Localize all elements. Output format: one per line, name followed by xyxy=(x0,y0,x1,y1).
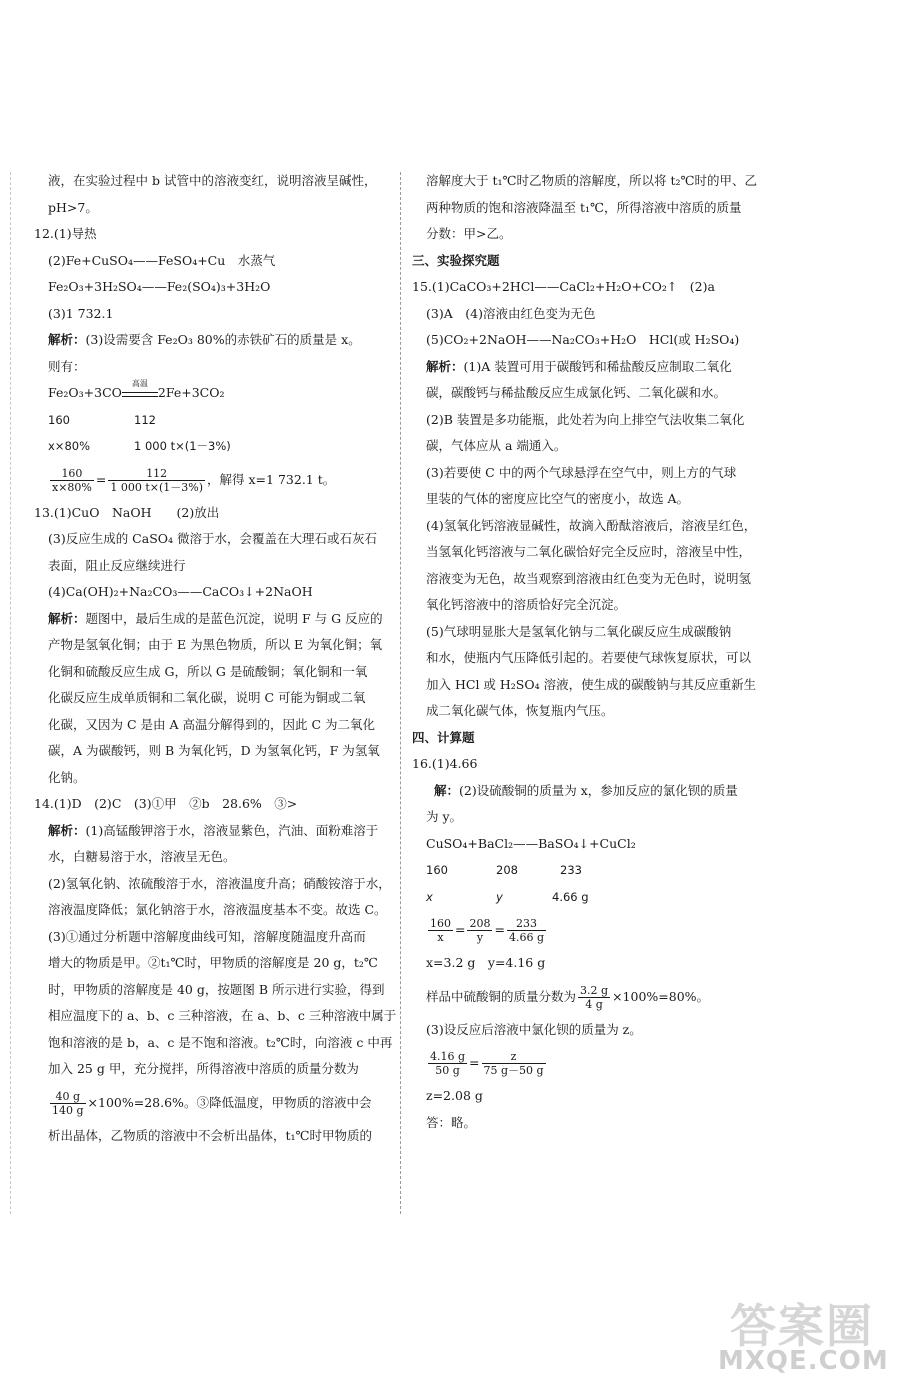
text-line: (4)氢氧化钙溶液显碱性，故滴入酚酞溶液后，溶液呈红色， xyxy=(426,517,757,533)
text-line: 当氢氧化钙溶液与二氧化碳恰好完全反应时，溶液呈中性， xyxy=(426,544,752,559)
text-line: 产物是氢氧化铜；由于 E 为黑色物质，所以 E 为氧化铜；氧 xyxy=(48,637,383,652)
text-line: 则有： xyxy=(48,358,86,374)
solution-label: 解： xyxy=(434,782,460,798)
text-line: 里装的气体的密度应比空气的密度小，故选 A。 xyxy=(426,491,690,506)
answer-16-3: (3)设反应后溶液中氯化钡的质量为 z。 xyxy=(426,1021,642,1037)
answer-12-equation: Fe₂O₃+3H₂SO₄——Fe₂(SO₄)₃+3H₂O xyxy=(48,279,271,294)
solution-16: 解：(2)设硫酸铜的质量为 x，参加反应的氯化钡的质量 xyxy=(434,782,738,798)
text-line: (2)B 装置是多功能瓶，此处若为向上排空气法收集二氧化 xyxy=(426,411,745,427)
text-line: 相应温度下的 a、b、c 三种溶液，在 a、b、c 三种溶液中属于 xyxy=(48,1008,397,1023)
text-line: (3)若要使 C 中的两个气球悬浮在空气中，则上方的气球 xyxy=(426,464,737,480)
variable-row: x y 4.66 g xyxy=(426,889,589,904)
answer-16-1: 16.(1)4.66 xyxy=(412,756,478,771)
fraction: $\frac{z}{75 g-50 g}$ xyxy=(483,1050,544,1077)
variable-row: x×80% 1 000 t×(1－3%) xyxy=(48,439,231,453)
fraction: $\frac{4.16 g}{50 g}$ xyxy=(430,1050,466,1077)
result-line: x=3.2 g y=4.16 g xyxy=(426,955,546,970)
text-line: 为 y。 xyxy=(426,809,463,824)
text-line: 时，甲物质的溶解度是 40 g，按题图 B 所示进行实验，得到 xyxy=(48,981,385,997)
watermark-logo-text: 答案圈 xyxy=(730,1299,874,1353)
watermark-domain: MXQE.COM xyxy=(718,1346,889,1376)
text-line: pH>7。 xyxy=(48,199,98,215)
left-column xyxy=(34,168,397,1149)
site-watermark xyxy=(718,1284,889,1384)
text-line: 饱和溶液的是 b，a、c 是不饱和溶液。t₂℃时，向溶液 c 中再 xyxy=(48,1034,393,1050)
analysis-15: 解析：(1)A 装置可用于碳酸钙和稀盐酸反应制取二氧化 xyxy=(426,358,732,374)
analysis-label: 解析： xyxy=(426,358,464,374)
answer-15-1: 15.(1)CaCO₃+2HCl——CaCl₂+H₂O+CO₂↑ (2)a xyxy=(412,279,715,294)
analysis-13: 解析：题图中，最后生成的是蓝色沉淀，说明 F 与 G 反应的 xyxy=(48,610,383,626)
text-line: 溶液变为无色，故当观察到溶液由红色变为无色时，说明氢 xyxy=(426,570,752,586)
text-line: 化钠。 xyxy=(48,769,86,785)
text-line: 液，在实验过程中 b 试管中的溶液变红，说明溶液呈碱性， xyxy=(48,173,377,188)
answer-12-1: 12.(1)导热 xyxy=(34,226,97,241)
mass-fraction-line: 样品中硫酸铜的质量分数为 $\frac{3.2 g}{4 g}$ ×100%=80%。 xyxy=(426,983,710,1011)
text-line: (5)气球明显胀大是氢氧化钠与二氧化碳反应生成碳酸钠 xyxy=(426,623,732,639)
analysis-label: 解析： xyxy=(48,332,86,347)
text-line: 化碳，又因为 C 是由 A 高温分解得到的，因此 C 为二氧化 xyxy=(48,716,375,732)
fraction: $\frac{160}{x\times 80\%}$ xyxy=(52,466,92,494)
proportion-equation: $\frac{4.16 g}{50 g}$ = $\frac{z}{75 g-50 g}$ xyxy=(430,1050,544,1077)
text-line: 增大的物质是甲。②t₁℃时，甲物质的溶解度是 20 g，t₂℃ xyxy=(48,955,378,970)
text-line: 两种物质的饱和溶液降温至 t₁℃，所得溶液中溶质的质量 xyxy=(426,199,742,215)
molar-mass-row: 160 208 233 xyxy=(426,863,582,877)
high-temp-arrow: 高温 xyxy=(122,387,158,401)
fraction: $\frac{233}{4.66 g}$ xyxy=(508,917,544,944)
answer-13-4: (4)Ca(OH)₂+Na₂CO₃——CaCO₃↓+2NaOH xyxy=(48,584,313,599)
text-line: 氧化钙溶液中的溶质恰好完全沉淀。 xyxy=(426,597,627,612)
text-line: (2)氢氧化钠、浓硫酸溶于水，溶液温度升高；硝酸铵溶于水， xyxy=(48,875,391,891)
answer-15-5: (5)CO₂+2NaOH——Na₂CO₃+H₂O HCl(或 H₂SO₄) xyxy=(426,332,740,347)
fraction: $\frac{112}{1 000 t\times(1-3\%)}$ xyxy=(110,466,204,494)
text-line: (3)①通过分析题中溶解度曲线可知，溶解度随温度升高而 xyxy=(48,928,366,944)
right-column xyxy=(412,168,782,1136)
text-line: 溶液温度降低；氯化钠溶于水，溶液温度基本不变。故选 C。 xyxy=(48,902,387,917)
answer-15-3: (3)A (4)溶液由红色变为无色 xyxy=(426,305,596,321)
analysis-12: 解析：(3)设需要含 Fe₂O₃ 80%的赤铁矿石的质量是 x。 xyxy=(48,332,361,347)
answer-13-1: 13.(1)CuO NaOH (2)放出 xyxy=(34,504,220,520)
proportion-equation: $\frac{160}{x}$ = $\frac{208}{y}$ = $\frac{233}{4.66 g}$ xyxy=(430,917,544,944)
text-line: 加入 25 g 甲，充分搅拌，所得溶液中溶质的质量分数为 xyxy=(48,1061,359,1076)
text-line: 成二氧化碳气体，恢复瓶内气压。 xyxy=(426,703,614,718)
text-line: 碳，碳酸钙与稀盐酸反应生成氯化钙、二氧化碳和水。 xyxy=(426,385,727,400)
reaction-equation: CuSO₄+BaCl₂——BaSO₄↓+CuCl₂ xyxy=(426,835,636,851)
fraction: $\frac{160}{x}$ xyxy=(430,917,451,944)
text-line: 析出晶体，乙物质的溶液中不会析出晶体，t₁℃时甲物质的 xyxy=(48,1127,373,1143)
fraction: $\frac{208}{y}$ xyxy=(469,917,491,944)
text-line: 加入 HCl 或 H₂SO₄ 溶液，使生成的碳酸钠与其反应重新生 xyxy=(426,676,757,692)
proportion-equation: $\frac{160}{x\times 80\%}$ = $\frac{112}{1 000 t\times(1-3\%)}$ ，解得 x=1 732.1 t。 xyxy=(52,466,336,494)
answer-12-2: (2)Fe+CuSO₄——FeSO₄+Cu 水蒸气 xyxy=(48,252,276,268)
reaction-equation: Fe₂O₃+3CO 高温 2Fe+3CO₂ xyxy=(48,378,225,400)
text-line: 分数：甲>乙。 xyxy=(426,226,512,241)
analysis-label: 解析： xyxy=(48,610,86,626)
section-heading-calculation: 四、计算题 xyxy=(412,729,475,745)
final-answer: 答：略。 xyxy=(426,1114,477,1130)
answer-13-3: (3)反应生成的 CaSO₄ 微溶于水，会覆盖在大理石或石灰石 xyxy=(48,531,377,546)
text-line: 化铜和硫酸反应生成 G，所以 G 是硫酸铜；氧化铜和一氧 xyxy=(48,663,368,679)
page-edge-mark xyxy=(10,172,11,1214)
text-line: 水，白糖易溶于水，溶液呈无色。 xyxy=(48,849,236,864)
text-line: 表面，阻止反应继续进行 xyxy=(48,557,186,573)
text-line: 和水，使瓶内气压降低引起的。若要使气球恢复原状，可以 xyxy=(426,650,752,665)
text-line: 溶解度大于 t₁℃时乙物质的溶解度，所以将 t₂℃时的甲、乙 xyxy=(426,173,757,188)
answer-12-3: (3)1 732.1 xyxy=(48,305,114,321)
column-divider xyxy=(400,172,401,1214)
text-line: 化碳反应生成单质铜和二氧化碳，说明 C 可能为铜或二氧 xyxy=(48,690,366,705)
result-line: z=2.08 g xyxy=(426,1088,483,1103)
fraction-line: $\frac{40 g}{140 g}$ ×100%=28.6%。③降低温度，甲物质的溶液中会 xyxy=(52,1089,372,1117)
section-heading-experiment: 三、实验探究题 xyxy=(412,252,500,268)
answer-14: 14.(1)D (2)C (3)①甲 ②b 28.6% ③> xyxy=(34,796,298,811)
analysis-14: 解析：(1)高锰酸钾溶于水，溶液显紫色，汽油、面粉难溶于 xyxy=(48,822,379,838)
fraction: $\frac{40 g}{140 g}$ xyxy=(52,1089,84,1117)
analysis-label: 解析： xyxy=(48,822,86,838)
text-line: 碳，气体应从 a 端通入。 xyxy=(426,438,567,453)
molar-mass-row: 160 112 xyxy=(48,412,156,427)
text-line: 碳，A 为碳酸钙，则 B 为氧化钙，D 为氢氧化钙，F 为氢氧 xyxy=(48,743,380,758)
fraction: $\frac{3.2 g}{4 g}$ xyxy=(580,983,609,1011)
